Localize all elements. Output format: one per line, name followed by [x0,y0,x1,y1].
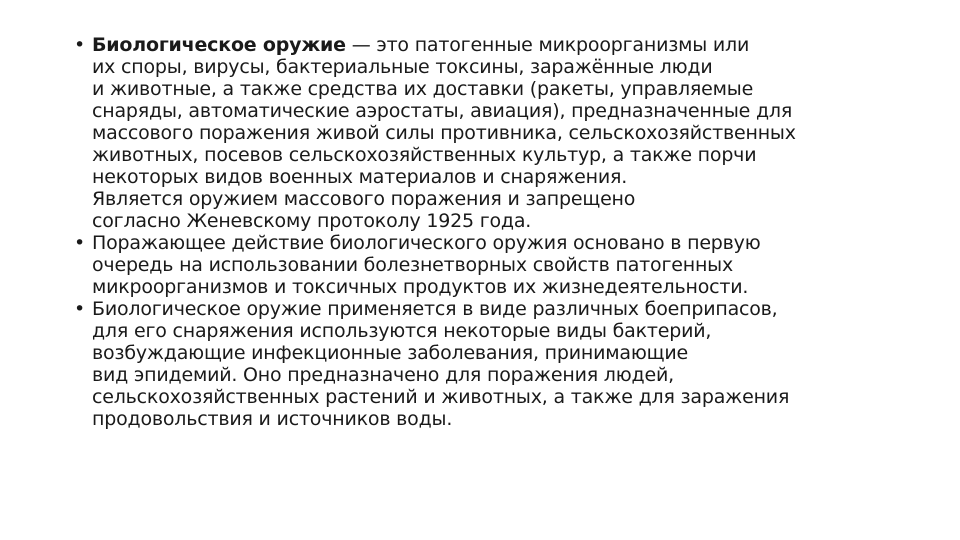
bullet-item-usage [74,298,884,430]
bullet-line: для его снаряжения используются некоторые виды бактерий, [92,320,712,342]
bullet-marker: • [74,232,86,254]
bullet-line: Поражающее действие биологического оружия основано в первую [92,232,761,254]
bullet-line [92,34,884,56]
bullet-line: очередь на использовании болезнетворных свойств патогенных [92,254,734,276]
bullet-line-text: — это патогенные микроорганизмы или [345,34,750,56]
bullet-line: их споры, вирусы, бактериальные токсины, заражённые люди [92,56,713,78]
bullet-line: и животные, а также средства их доставки (ракеты, управляемые [92,78,754,100]
bullet-line: возбуждающие инфекционные заболевания, принимающие [92,342,688,364]
bullet-line: Является оружием массового поражения и запрещено [92,188,636,210]
bullet-line: продовольствия и источников воды. [92,408,453,430]
bullet-item-definition [74,34,884,232]
bullet-line: Биологическое оружие применяется в виде различных боеприпасов, [92,298,778,320]
bullet-line: микроорганизмов и токсичных продуктов их жизнедеятельности. [92,276,749,298]
bullet-line: массового поражения живой силы противника, сельскохозяйственных [92,122,796,144]
bullet-line: согласно Женевскому протоколу 1925 года. [92,210,532,232]
slide-body [74,34,884,430]
term-bold: Биологическое оружие [92,34,346,56]
bullet-line: сельскохозяйственных растений и животных, а также для заражения [92,386,790,408]
bullet-marker: • [74,298,86,320]
bullet-marker: • [74,34,86,56]
bullet-line: животных, посевов сельскохозяйственных культур, а также порчи [92,144,757,166]
bullet-line: снаряды, автоматические аэростаты, авиация), предназначенные для [92,100,793,122]
bullet-line: вид эпидемий. Оно предназначено для поражения людей, [92,364,674,386]
bullet-line: некоторых видов военных материалов и снаряжения. [92,166,628,188]
bullet-item-effect [74,232,884,298]
